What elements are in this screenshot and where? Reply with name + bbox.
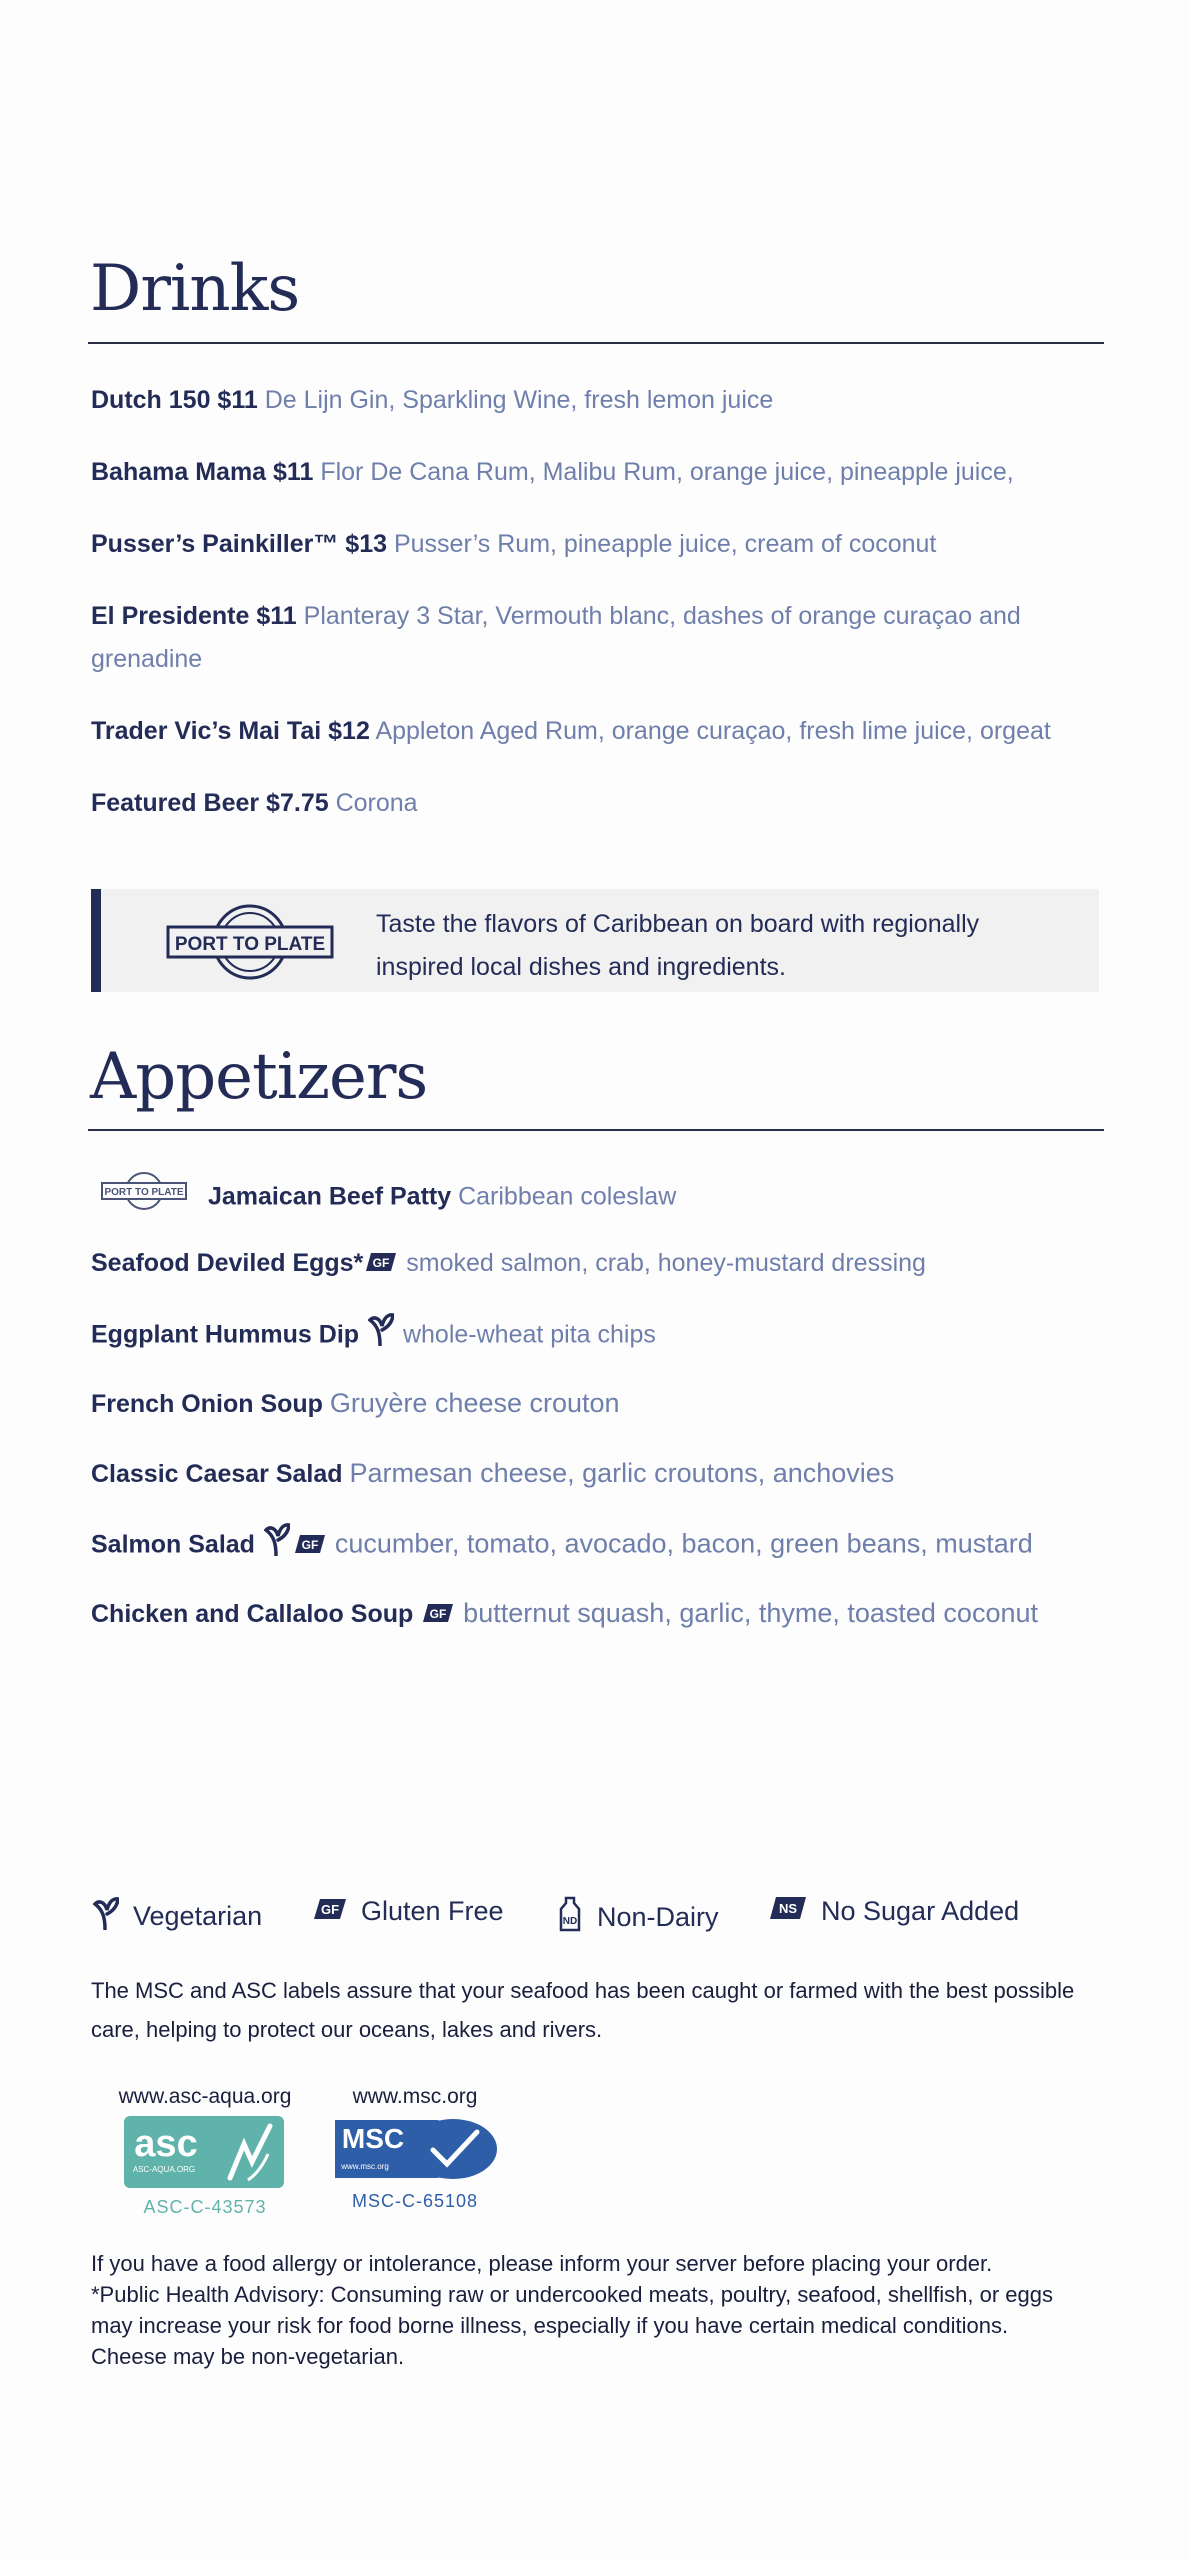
svg-text:ASC-AQUA.ORG: ASC-AQUA.ORG xyxy=(132,2165,196,2174)
svg-text:MSC: MSC xyxy=(341,2123,405,2154)
svg-text:ND: ND xyxy=(562,1916,578,1927)
appetizer-name: French Onion Soup xyxy=(91,1390,323,1418)
legend-entry-non-dairy xyxy=(557,1896,719,1939)
allergy-advisory xyxy=(91,2248,1101,2372)
sustainability-note: The MSC and ASC labels assure that your seafood has been caught or farmed with the best possible care, helping to protect our oceans, lakes and rivers. xyxy=(91,1978,1075,2042)
asc-logo xyxy=(110,2114,300,2195)
appetizer-name: Salmon Salad xyxy=(91,1530,255,1559)
svg-text:asc: asc xyxy=(134,2123,198,2165)
vegetarian-icon xyxy=(368,1312,394,1360)
drink-name: Bahama Mama $11 xyxy=(91,458,314,486)
appetizer-name: Jamaican Beef Patty xyxy=(207,1182,452,1211)
gluten-free-icon xyxy=(422,1594,454,1637)
legend-entry-gluten-free xyxy=(313,1896,504,1927)
appetizer-item xyxy=(91,1592,1101,1637)
drink-item xyxy=(91,523,1101,566)
drink-item xyxy=(91,595,1101,681)
drinks-title: Drinks xyxy=(90,252,300,326)
appetizer-description: butternut squash, garlic, thyme, toasted coconut xyxy=(463,1598,1039,1628)
legend-label: Vegetarian xyxy=(133,1901,263,1931)
advisory-line: may increase your risk for food borne illness, especially if you have certain medical conditions. xyxy=(91,2313,1009,2338)
drink-description: Appleton Aged Rum, orange curaçao, fresh lime juice, orgeat xyxy=(375,717,1051,745)
appetizer-item xyxy=(91,1171,1101,1225)
appetizer-name: Eggplant Hummus Dip xyxy=(91,1320,360,1349)
dietary-legend xyxy=(91,1896,1101,1946)
appetizer-item xyxy=(91,1522,1101,1570)
drink-description: Pusser’s Rum, pineapple juice, cream of coconut xyxy=(393,530,937,558)
drink-name: Trader Vic’s Mai Tai $12 xyxy=(91,717,370,745)
advisory-line: *Public Health Advisory: Consuming raw or undercooked meats, poultry, seafood, shellfish, or eggs xyxy=(91,2282,1053,2307)
svg-text:GF: GF xyxy=(429,1606,447,1621)
svg-text:GF: GF xyxy=(301,1537,319,1552)
drink-name: El Presidente $11 xyxy=(91,602,297,630)
svg-text:NS: NS xyxy=(778,1901,798,1916)
drink-description: Corona xyxy=(335,789,418,817)
msc-logo xyxy=(320,2114,510,2189)
appetizer-item xyxy=(91,1382,1101,1426)
icon-text: PORT TO PLATE xyxy=(104,1187,184,1198)
svg-text:GF: GF xyxy=(372,1255,390,1270)
drink-name: Dutch 150 $11 xyxy=(91,386,258,414)
appetizer-item xyxy=(91,1242,1101,1286)
drink-item xyxy=(91,710,1101,753)
msc-url: www.msc.org xyxy=(352,2085,478,2108)
advisory-line: If you have a food allergy or intolerance, please inform your server before placing your order. xyxy=(91,2251,993,2276)
drink-item xyxy=(91,451,1101,494)
appetizer-description: cucumber, tomato, avocado, bacon, green beans, mustard xyxy=(334,1528,1033,1559)
appetizer-description: smoked salmon, crab, honey-mustard dressing xyxy=(406,1249,926,1277)
advisory-line: Cheese may be non-vegetarian. xyxy=(91,2344,405,2369)
vegetarian-icon xyxy=(264,1522,290,1570)
legend-label: Non-Dairy xyxy=(597,1902,719,1932)
appetizer-name: Chicken and Callaloo Soup xyxy=(91,1600,414,1628)
no-sugar-added-icon xyxy=(769,1896,807,1927)
gluten-free-icon xyxy=(294,1525,326,1568)
appetizer-name: Classic Caesar Salad xyxy=(91,1460,343,1488)
appetizer-description: Caribbean coleslaw xyxy=(458,1182,677,1211)
vegetarian-icon xyxy=(93,1896,119,1937)
asc-url: www.asc-aqua.org xyxy=(118,2085,292,2108)
appetizer-name: Seafood Deviled Eggs* xyxy=(91,1249,364,1277)
legend-entry-vegetarian xyxy=(93,1896,262,1937)
banner-text: Taste the flavors of Caribbean on board with regionally inspired local dishes and ingredients. xyxy=(376,910,980,981)
non-dairy-icon xyxy=(557,1896,583,1939)
legend-label: No Sugar Added xyxy=(821,1896,1020,1926)
appetizers-title: Appetizers xyxy=(90,1040,428,1114)
svg-text:www.msc.org: www.msc.org xyxy=(341,2162,389,2171)
gluten-free-icon xyxy=(365,1243,397,1286)
drink-name: Pusser’s Painkiller™ $13 xyxy=(91,530,388,558)
drink-item xyxy=(91,379,1101,422)
appetizer-description: whole-wheat pita chips xyxy=(402,1320,656,1349)
port-to-plate-banner xyxy=(91,889,1099,992)
drink-description: Flor De Cana Rum, Malibu Rum, orange juice, pineapple juice, xyxy=(320,458,1014,486)
drink-description: Planteray 3 Star, Vermouth blanc, dashes of orange curaçao and grenadine xyxy=(91,602,1021,673)
appetizers-divider xyxy=(88,1129,1104,1131)
appetizer-description: Parmesan cheese, garlic croutons, anchovies xyxy=(349,1458,895,1488)
svg-text:GF: GF xyxy=(320,1902,340,1917)
drink-item xyxy=(91,782,1101,825)
asc-certification xyxy=(110,2084,300,2219)
drinks-divider xyxy=(88,342,1104,344)
port-to-plate-logo xyxy=(166,903,334,986)
appetizer-item xyxy=(91,1452,1101,1496)
drink-name: Featured Beer $7.75 xyxy=(91,789,329,817)
msc-certification xyxy=(320,2084,510,2213)
gluten-free-icon xyxy=(313,1896,347,1927)
asc-code: ASC-C-43573 xyxy=(143,2197,267,2217)
appetizer-description: Gruyère cheese crouton xyxy=(329,1388,620,1418)
port-to-plate-icon xyxy=(101,1171,187,1225)
appetizer-item xyxy=(91,1312,1101,1360)
drink-description: De Lijn Gin, Sparkling Wine, fresh lemon juice xyxy=(264,386,774,414)
logo-text: PORT TO PLATE xyxy=(174,934,326,955)
legend-label: Gluten Free xyxy=(361,1896,504,1926)
legend-entry-no-sugar-added xyxy=(769,1896,1019,1927)
msc-code: MSC-C-65108 xyxy=(351,2191,479,2211)
